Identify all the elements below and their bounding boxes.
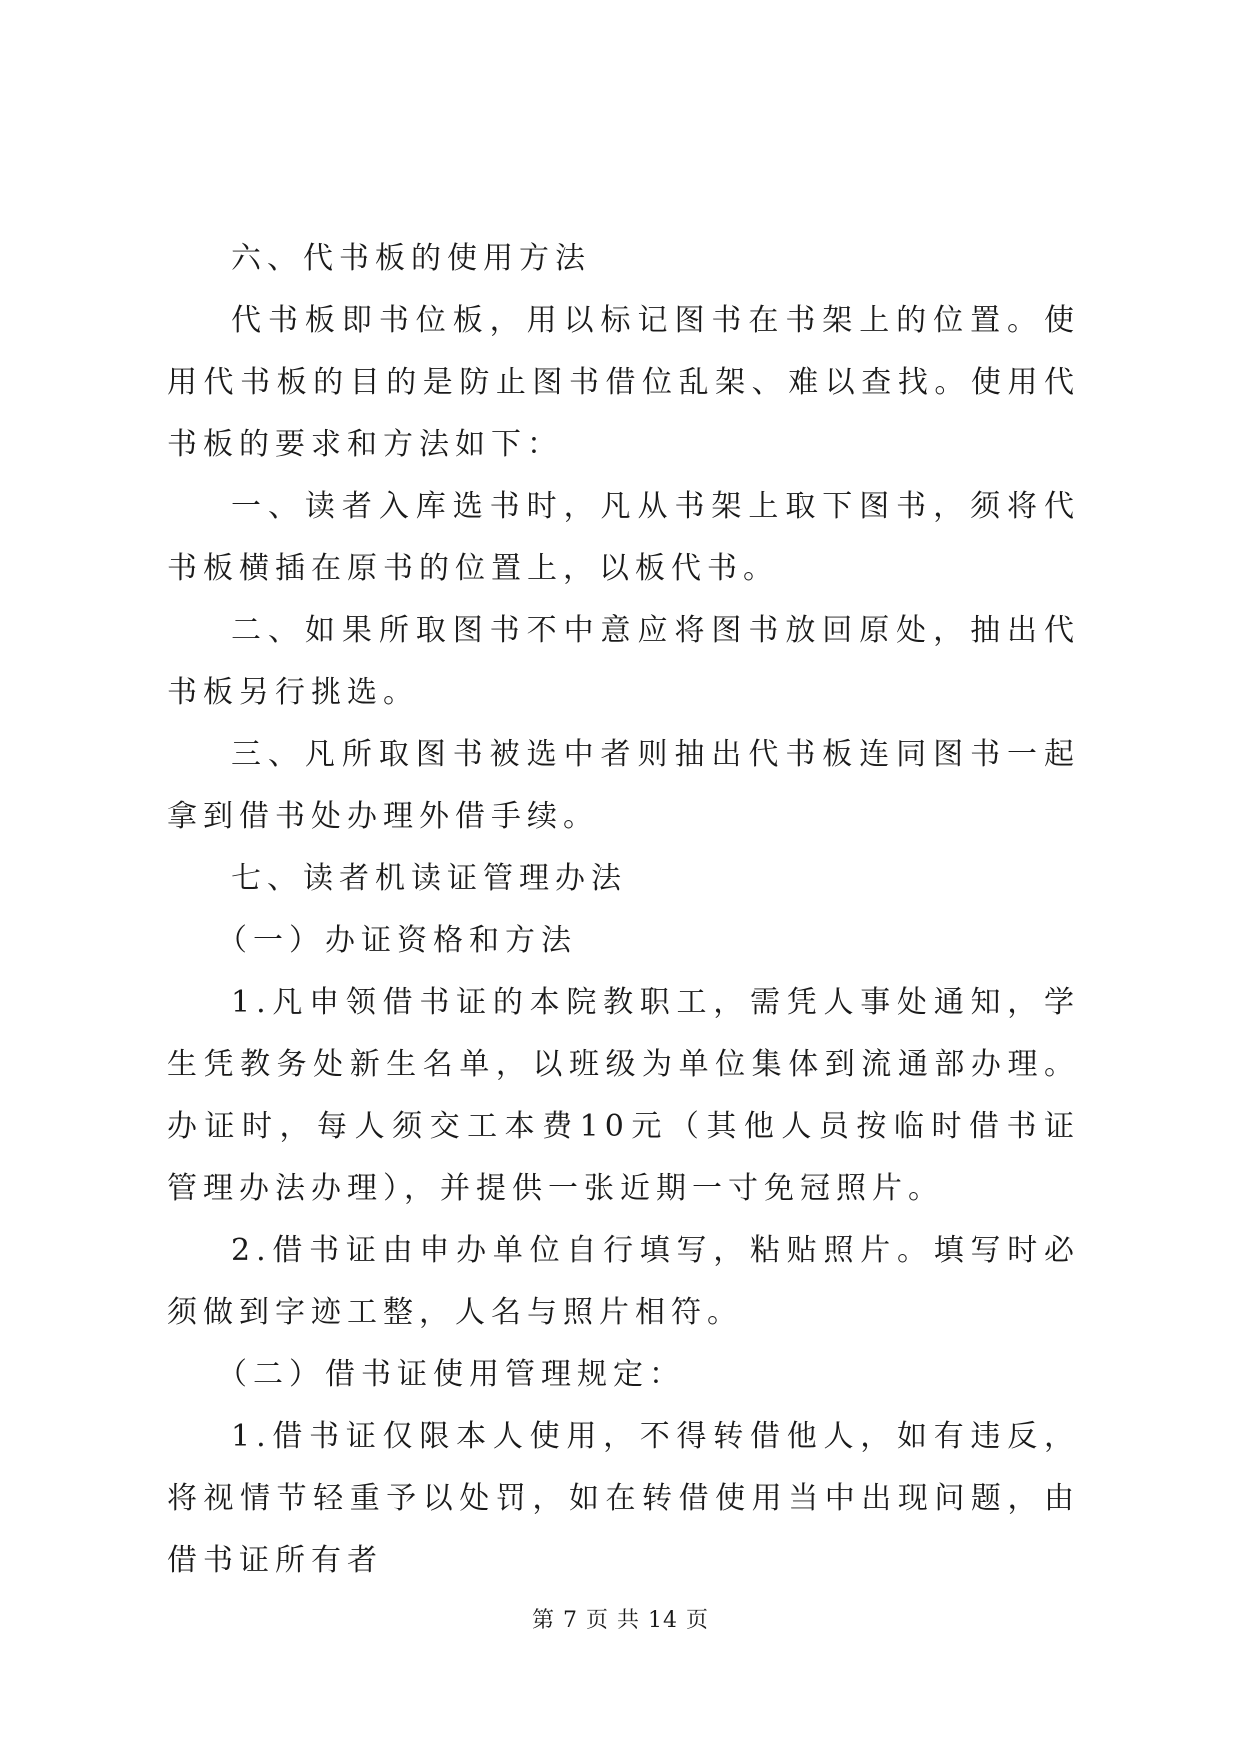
paragraph-book-board-intro: 代书板即书位板，用以标记图书在书架上的位置。使用代书板的目的是防止图书借位乱架、难以查找。使用代书板的要求和方法如下： [167, 303, 1080, 462]
subsection-heading-two: （二）借书证使用管理规定： [217, 1357, 685, 1392]
paragraph-usage-item-1: 1.借书证仅限本人使用，不得转借他人，如有违反，将视情节轻重予以处罚，如在转借使用当中出现问题，由借书证所有者 [167, 1419, 1080, 1578]
section-heading-seven: 七、读者机读证管理办法 [231, 861, 627, 896]
section-heading-six: 六、代书板的使用方法 [231, 241, 591, 276]
paragraph-rule-one: 一、读者入库选书时，凡从书架上取下图书，须将代书板横插在原书的位置上，以板代书。 [167, 489, 1080, 586]
paragraph-rule-three: 三、凡所取图书被选中者则抽出代书板连同图书一起拿到借书处办理外借手续。 [167, 737, 1080, 834]
page-number-footer: 第 7 页 共 14 页 [532, 1608, 709, 1633]
paragraph-rule-two: 二、如果所取图书不中意应将图书放回原处，抽出代书板另行挑选。 [167, 613, 1080, 710]
document-body [167, 228, 1080, 1592]
paragraph-item-1: 1.凡申领借书证的本院教职工，需凭人事处通知，学生凭教务处新生名单，以班级为单位集体到流通部办理。办证时，每人须交工本费10元（其他人员按临时借书证管理办法办理），并提供一张近期一寸免冠照片。 [167, 985, 1080, 1206]
subsection-heading-one: （一）办证资格和方法 [217, 923, 577, 958]
paragraph-item-2: 2.借书证由申办单位自行填写，粘贴照片。填写时必须做到字迹工整，人名与照片相符。 [167, 1233, 1080, 1330]
